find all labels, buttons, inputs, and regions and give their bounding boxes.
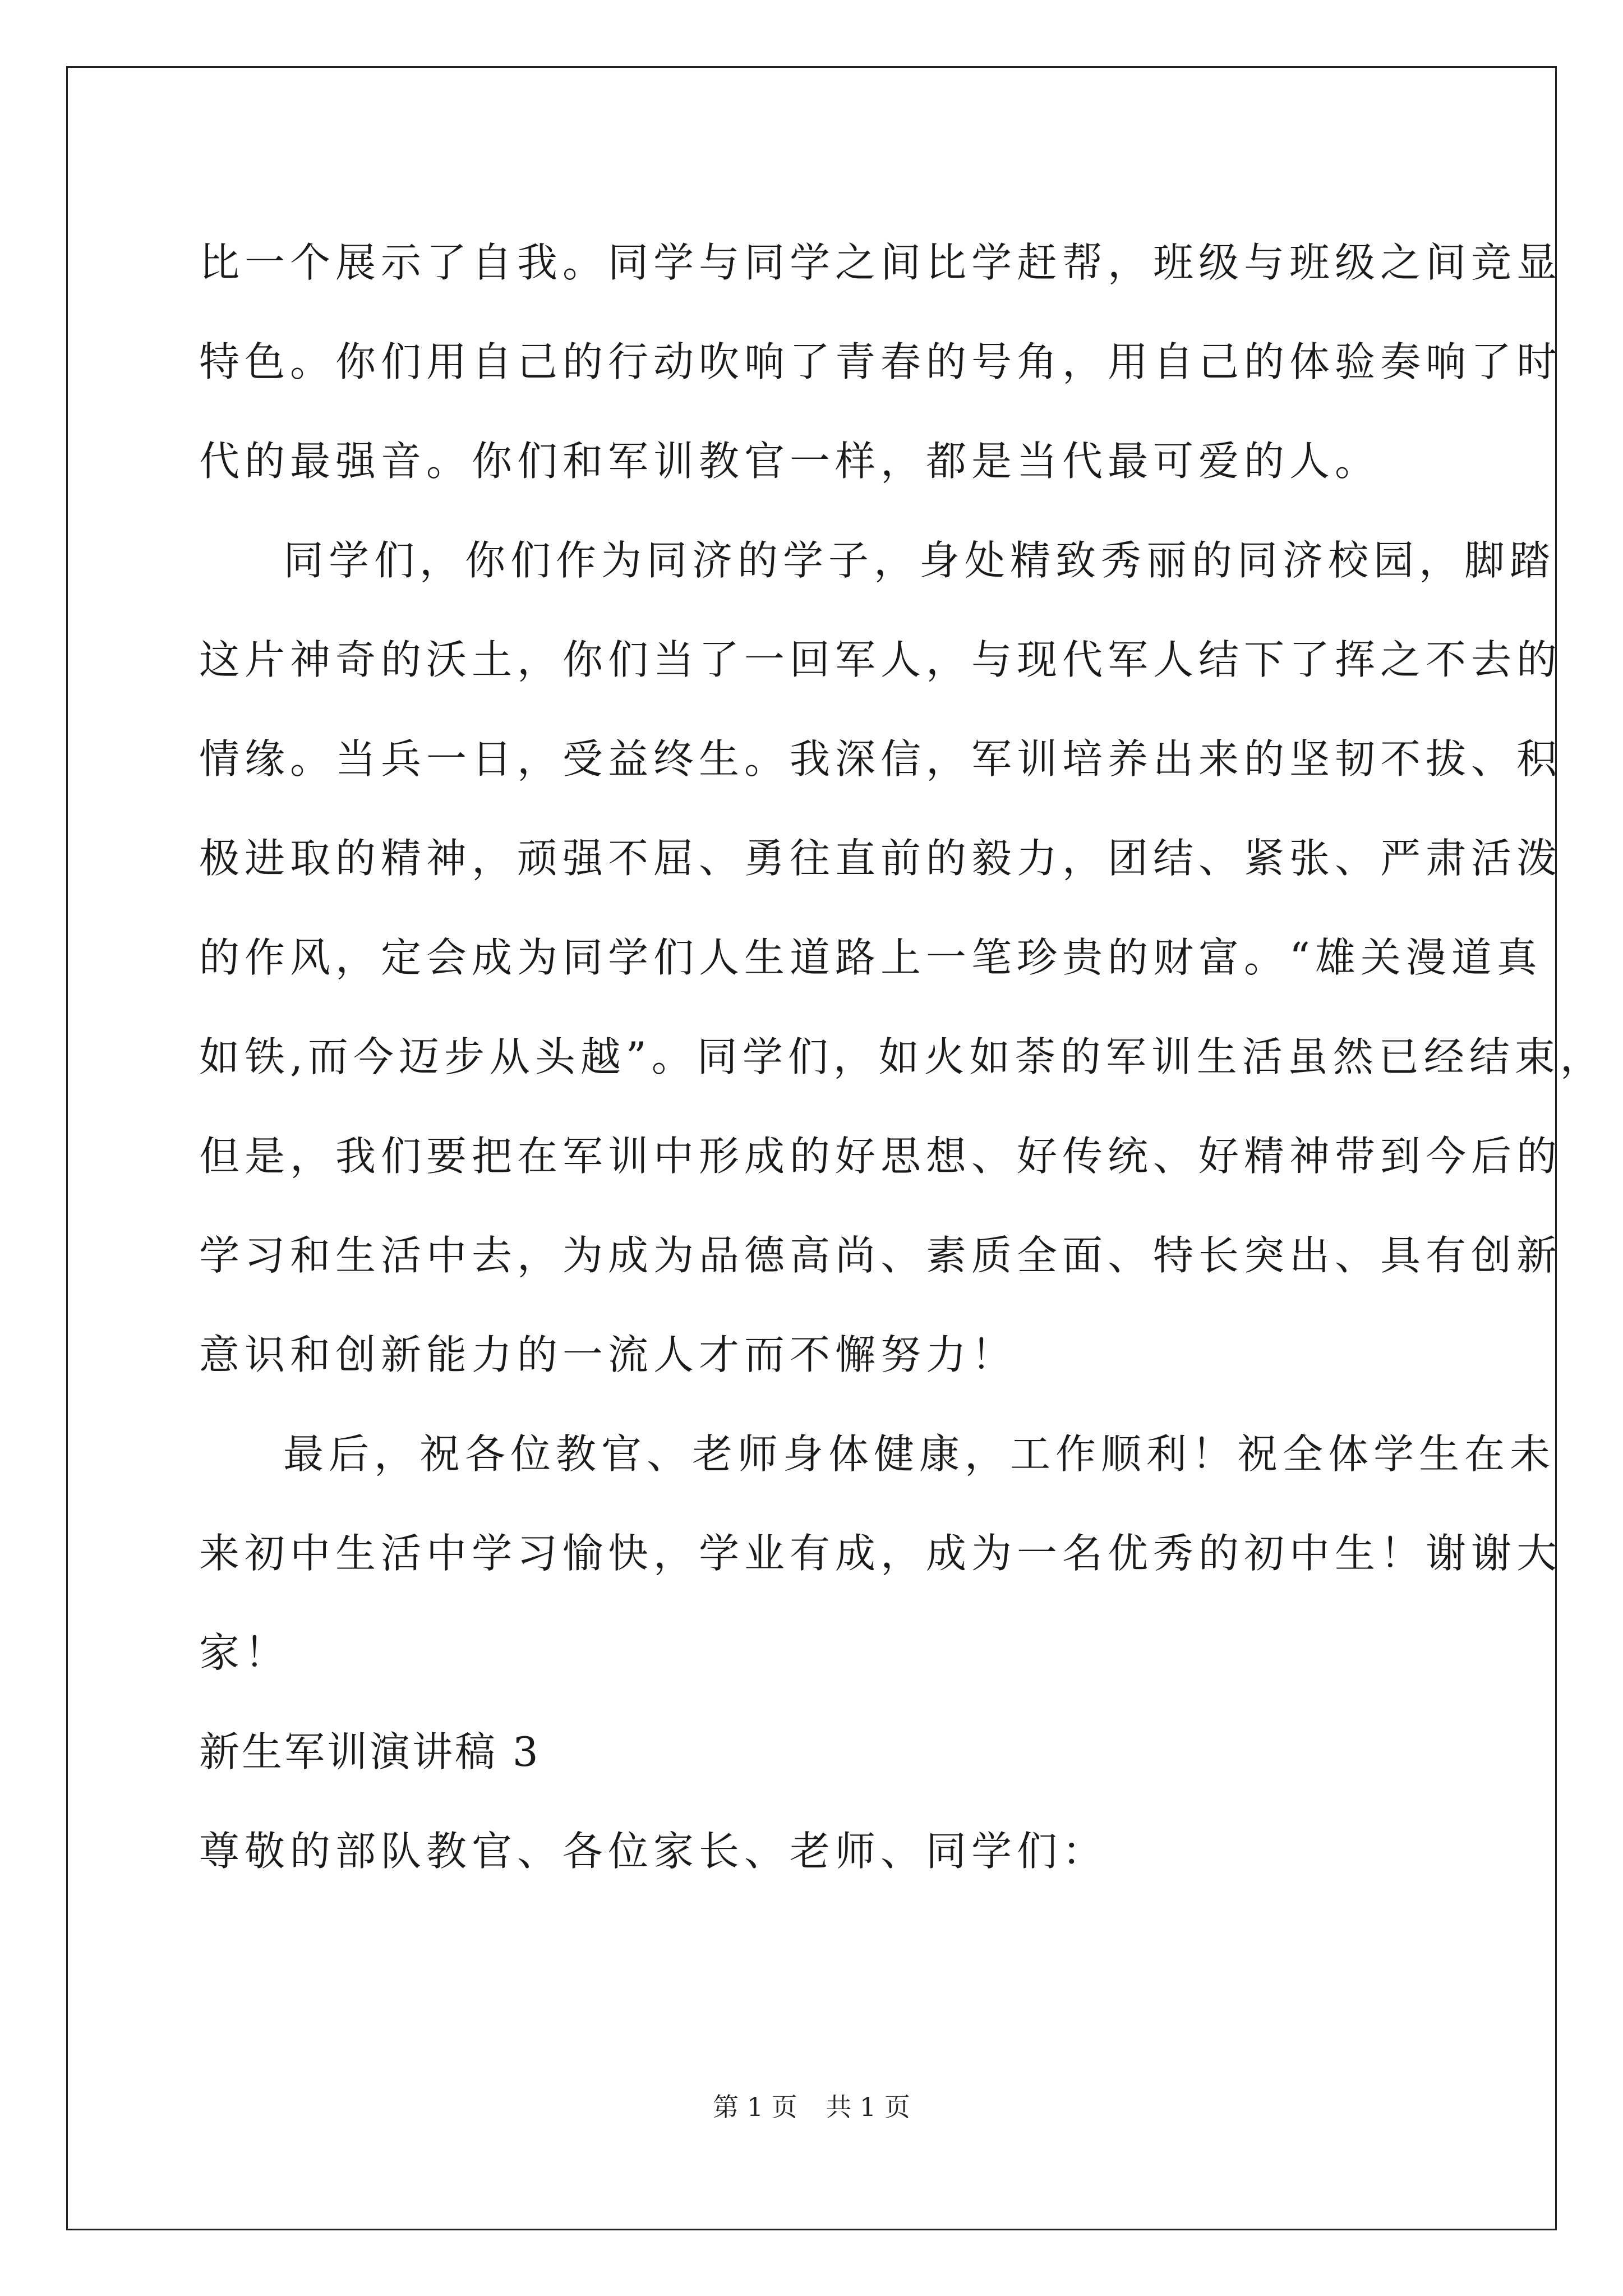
page-footer: [0, 2087, 1623, 2124]
salutation-line: 尊敬的部队教官、各位家长、老师、同学们：: [199, 1828, 1108, 1875]
text-line-10: 但是，我们要把在军训中形成的好思想、好传统、好精神带到今后的: [199, 1133, 1562, 1180]
text-line-11: 学习和生活中去，为成为品德高尚、素质全面、特长突出、具有创新: [199, 1232, 1562, 1279]
section-heading: 新生军训演讲稿 3: [199, 1728, 541, 1775]
text-line-4: 同学们，你们作为同济的学子，身处精致秀丽的同济校园，脚踏: [283, 537, 1556, 584]
text-line-7: 极进取的精神，顽强不屈、勇往直前的毅力，团结、紧张、严肃活泼: [199, 835, 1562, 882]
text-line-5: 这片神奇的沃土，你们当了一回军人，与现代军人结下了挥之不去的: [199, 636, 1562, 683]
text-line-15: 家！: [199, 1629, 291, 1676]
document-body: [199, 213, 1606, 1901]
text-line-9: 如铁,而今迈步从头越”。同学们，如火如荼的军训生活虽然已经结束，: [199, 1033, 1606, 1080]
text-line-3: 代的最强音。你们和军训教官一样，都是当代最可爱的人。: [199, 438, 1381, 485]
text-line-2: 特色。你们用自己的行动吹响了青春的号角，用自己的体验奏响了时: [199, 338, 1562, 385]
text-line-13: 最后，祝各位教官、老师身体健康，工作顺利！祝全体学生在未: [283, 1430, 1556, 1478]
text-line-1: 比一个展示了自我。同学与同学之间比学赶帮，班级与班级之间竞显: [199, 239, 1562, 286]
text-line-8: 的作风，定会成为同学们人生道路上一笔珍贵的财富。“雄关漫道真: [199, 934, 1542, 981]
page-number: 第 1 页: [713, 2092, 797, 2122]
text-line-12: 意识和创新能力的一流人才而不懈努力！: [199, 1331, 1017, 1378]
text-line-6: 情缘。当兵一日，受益终生。我深信，军训培养出来的坚韧不拔、积: [199, 735, 1562, 783]
text-line-14: 来初中生活中学习愉快，学业有成，成为一名优秀的初中生！谢谢大: [199, 1530, 1562, 1577]
page-total: 共 1 页: [826, 2092, 910, 2122]
